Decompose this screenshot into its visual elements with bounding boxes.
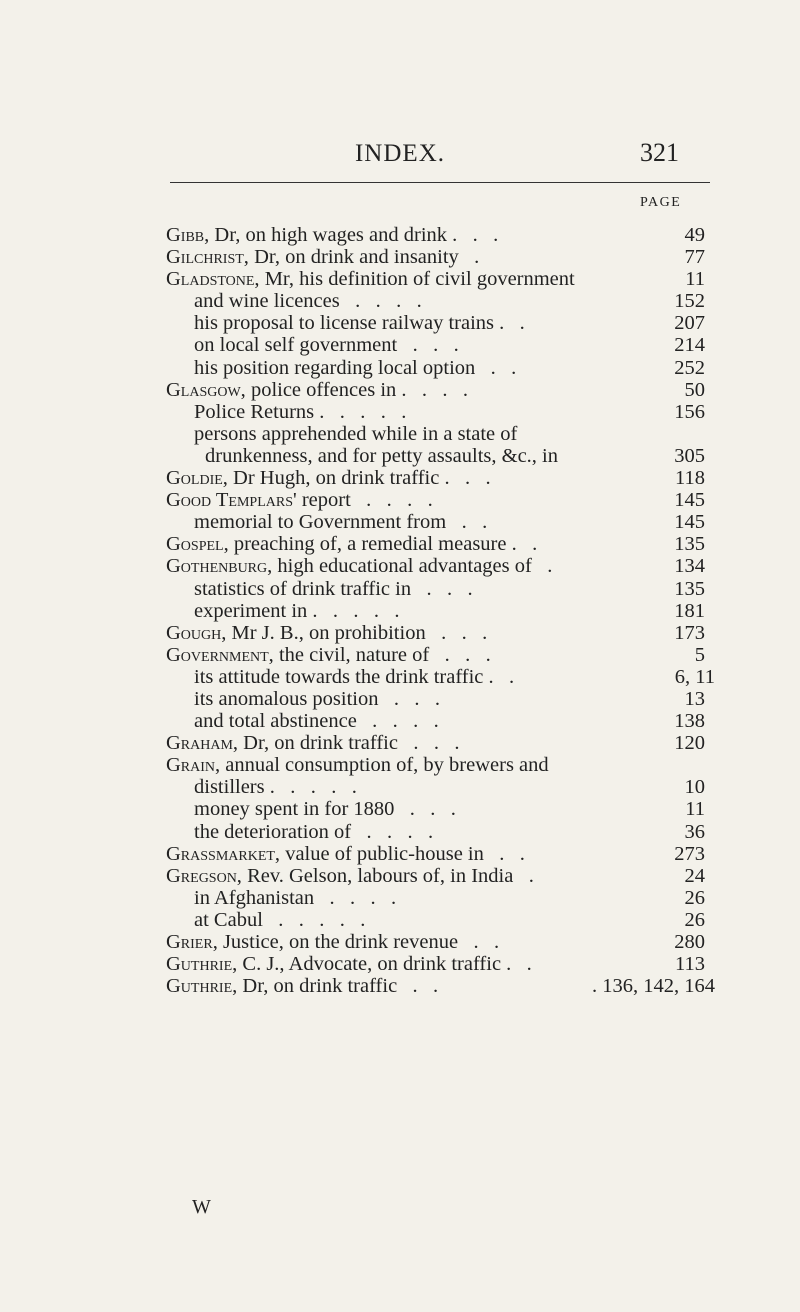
entry-body: on local self government . . .: [194, 334, 459, 357]
entry-body: memorial to Government from . .: [194, 511, 488, 534]
entry-text: [194, 776, 357, 798]
index-entry: [0, 909, 800, 931]
entry-body: value of public-house in . .: [280, 842, 525, 865]
index-entry: [0, 732, 800, 754]
index-entry: [0, 379, 800, 401]
entry-text: [194, 334, 459, 356]
entry-body: his proposal to license railway trains . .: [194, 312, 525, 335]
entry-body: persons apprehended while in a state of: [194, 422, 518, 445]
entry-body: Mr, his definition of civil government: [259, 268, 575, 291]
entry-page-number: 207: [674, 312, 705, 335]
entry-text: [166, 268, 575, 290]
entry-heading: Gladstone,: [166, 268, 260, 291]
entry-text: [166, 622, 487, 644]
entry-page-number: 181: [674, 599, 705, 622]
entry-body: Rev. Gelson, labours of, in India .: [241, 864, 534, 887]
entry-heading: Gibb,: [166, 224, 210, 246]
entry-body: report . . . .: [296, 489, 433, 512]
entry-text: [166, 489, 433, 511]
entry-text: [166, 644, 491, 666]
entry-text: [166, 754, 549, 776]
entry-page-number: 24: [684, 864, 705, 887]
index-entry: [0, 357, 800, 379]
entry-body: annual consumption of, by brewers and: [220, 754, 549, 777]
entry-heading: Gothenburg,: [166, 555, 273, 578]
entry-text: [166, 732, 459, 754]
entry-body: Police Returns . . . . .: [194, 400, 407, 423]
index-entry: [0, 224, 800, 246]
index-entry: [0, 644, 800, 666]
index-entry: [0, 821, 800, 843]
entry-body: experiment in . . . . .: [194, 599, 400, 622]
entry-heading: Grain,: [166, 754, 221, 777]
entry-heading: Government,: [166, 643, 274, 666]
entry-page-number: 120: [674, 732, 705, 755]
index-entry: [0, 931, 800, 953]
entry-page-number: 113: [675, 953, 705, 976]
entry-text: [194, 600, 400, 622]
entry-body: Dr, on high wages and drink . . .: [209, 224, 499, 246]
index-entry: [0, 489, 800, 511]
entry-body: at Cabul . . . . .: [194, 908, 366, 931]
index-entry: [0, 401, 800, 423]
entry-body: statistics of drink traffic in . . .: [194, 577, 473, 600]
entry-page-number: 135: [674, 533, 705, 556]
index-entry: [0, 622, 800, 644]
entry-body: high educational advantages of .: [272, 555, 553, 578]
entry-text: [194, 798, 456, 820]
entry-body: his position regarding local option . .: [194, 356, 517, 379]
page-column-label: PAGE: [640, 195, 682, 210]
entry-page-number: 49: [684, 224, 705, 246]
entry-page-number: 10: [684, 776, 705, 799]
entry-body: its anomalous position . . .: [194, 687, 440, 710]
entry-body: police offences in . . . .: [245, 378, 469, 401]
index-entry: [0, 511, 800, 533]
entry-page-number: 26: [684, 908, 705, 931]
entry-text: [166, 467, 491, 489]
entry-page-number: 5: [694, 643, 705, 666]
entry-page-number: 6, 11: [674, 665, 715, 688]
entry-page-number: 118: [675, 467, 705, 490]
entry-heading: Glasgow,: [166, 378, 246, 401]
entry-heading: Good Templars': [166, 489, 297, 512]
entry-body: Justice, on the drink revenue . .: [217, 931, 500, 953]
signature-mark: W: [192, 1196, 211, 1218]
index-entries: [0, 224, 800, 997]
entry-page-number: 138: [674, 710, 705, 733]
entry-body: the deterioration of . . . .: [194, 820, 434, 843]
index-entry: [0, 688, 800, 710]
entry-text: [166, 555, 552, 577]
entry-page-number: 152: [674, 290, 705, 313]
entry-page-number: 305: [674, 444, 705, 467]
index-entry: [0, 268, 800, 290]
index-entry: [0, 423, 800, 445]
entry-body: the civil, nature of . . .: [273, 643, 491, 666]
entry-text: [194, 909, 365, 931]
entry-body: preaching of, a remedial measure . .: [228, 533, 538, 556]
entry-text: [194, 666, 514, 688]
entry-page-number: 11: [685, 268, 705, 291]
entry-heading: Gilchrist,: [166, 246, 249, 269]
entry-body: in Afghanistan . . . .: [194, 886, 397, 909]
entry-text: [166, 843, 525, 865]
index-entry: [0, 754, 800, 776]
entry-page-number: 36: [684, 820, 705, 843]
entry-heading: Graham,: [166, 732, 239, 755]
entry-text: [166, 975, 438, 997]
index-entry: [0, 776, 800, 798]
index-entry: [0, 312, 800, 334]
entry-page-number: 13: [684, 687, 705, 710]
entry-body: Dr, on drink and insanity .: [248, 246, 480, 269]
entry-text: [166, 533, 537, 555]
index-entry: [0, 246, 800, 268]
entry-heading: Gospel,: [166, 533, 229, 556]
index-entry: [0, 887, 800, 909]
entry-body: drunkenness, and for petty assaults, &c., in: [205, 444, 558, 467]
entry-text: [194, 887, 396, 909]
index-entry: [0, 467, 800, 489]
index-entry: [0, 798, 800, 820]
entry-heading: Goldie,: [166, 467, 228, 490]
entry-page-number: 135: [674, 577, 705, 600]
entry-text: [166, 379, 468, 401]
entry-page-number: 156: [674, 400, 705, 423]
entry-text: [194, 312, 525, 334]
entry-page-number: 173: [674, 621, 705, 644]
entry-body: and wine licences . . . .: [194, 290, 422, 313]
entry-heading: Guthrie,: [166, 975, 238, 998]
entry-body: its attitude towards the drink traffic . .: [194, 665, 515, 688]
index-entry: [0, 445, 800, 467]
page-number: 321: [640, 138, 679, 167]
entry-text: [166, 224, 498, 246]
entry-text: [166, 246, 479, 268]
entry-page-number: 252: [674, 356, 705, 379]
entry-text: [194, 290, 422, 312]
entry-text: [194, 688, 440, 710]
index-entry: [0, 865, 800, 887]
entry-page-number: 145: [674, 489, 705, 512]
entry-body: Dr Hugh, on drink traffic . . .: [227, 467, 491, 490]
entry-text: [194, 710, 439, 732]
index-entry: [0, 710, 800, 732]
index-entry: [0, 555, 800, 577]
entry-page-number: 50: [684, 378, 705, 401]
entry-heading: Gregson,: [166, 864, 242, 887]
entry-text: [194, 578, 473, 600]
entry-text: [194, 821, 433, 843]
entry-page-number: 134: [674, 555, 705, 578]
entry-text: [166, 931, 499, 953]
entry-page-number: 26: [684, 886, 705, 909]
entry-text: [205, 445, 558, 467]
entry-text: [166, 865, 534, 887]
entry-page-number: 214: [674, 334, 705, 357]
entry-heading: Grassmarket,: [166, 842, 281, 865]
entry-text: [194, 423, 517, 445]
entry-body: distillers . . . . .: [194, 776, 357, 799]
index-entry: [0, 953, 800, 975]
entry-text: [194, 401, 406, 423]
entry-page-number: . 136, 142, 164: [592, 975, 715, 998]
entry-page-number: 145: [674, 511, 705, 534]
entry-text: [166, 953, 532, 975]
entry-heading: Guthrie,: [166, 953, 238, 976]
entry-body: money spent in for 1880 . . .: [194, 798, 456, 821]
entry-body: C. J., Advocate, on drink traffic . .: [237, 953, 532, 976]
entry-page-number: 280: [674, 931, 705, 953]
running-header-title: INDEX.: [354, 140, 445, 167]
entry-body: Dr, on drink traffic . . .: [238, 732, 460, 755]
entry-heading: Grier,: [166, 931, 218, 953]
index-entry: [0, 843, 800, 865]
index-entry: [0, 334, 800, 356]
entry-body: Dr, on drink traffic . .: [237, 975, 439, 998]
index-entry: [0, 578, 800, 600]
entry-page-number: 77: [684, 246, 705, 269]
index-entry: [0, 533, 800, 555]
index-entry: [0, 666, 800, 688]
entry-body: and total abstinence . . . .: [194, 710, 439, 733]
entry-text: [194, 511, 487, 533]
index-entry: [0, 975, 800, 997]
entry-body: Mr J. B., on prohibition . . .: [226, 621, 488, 644]
header-rule: [170, 182, 710, 183]
index-entry: [0, 600, 800, 622]
entry-page-number: 11: [685, 798, 705, 821]
entry-page-number: 273: [674, 842, 705, 865]
entry-heading: Gough,: [166, 621, 227, 644]
entry-text: [194, 357, 516, 379]
index-entry: [0, 290, 800, 312]
